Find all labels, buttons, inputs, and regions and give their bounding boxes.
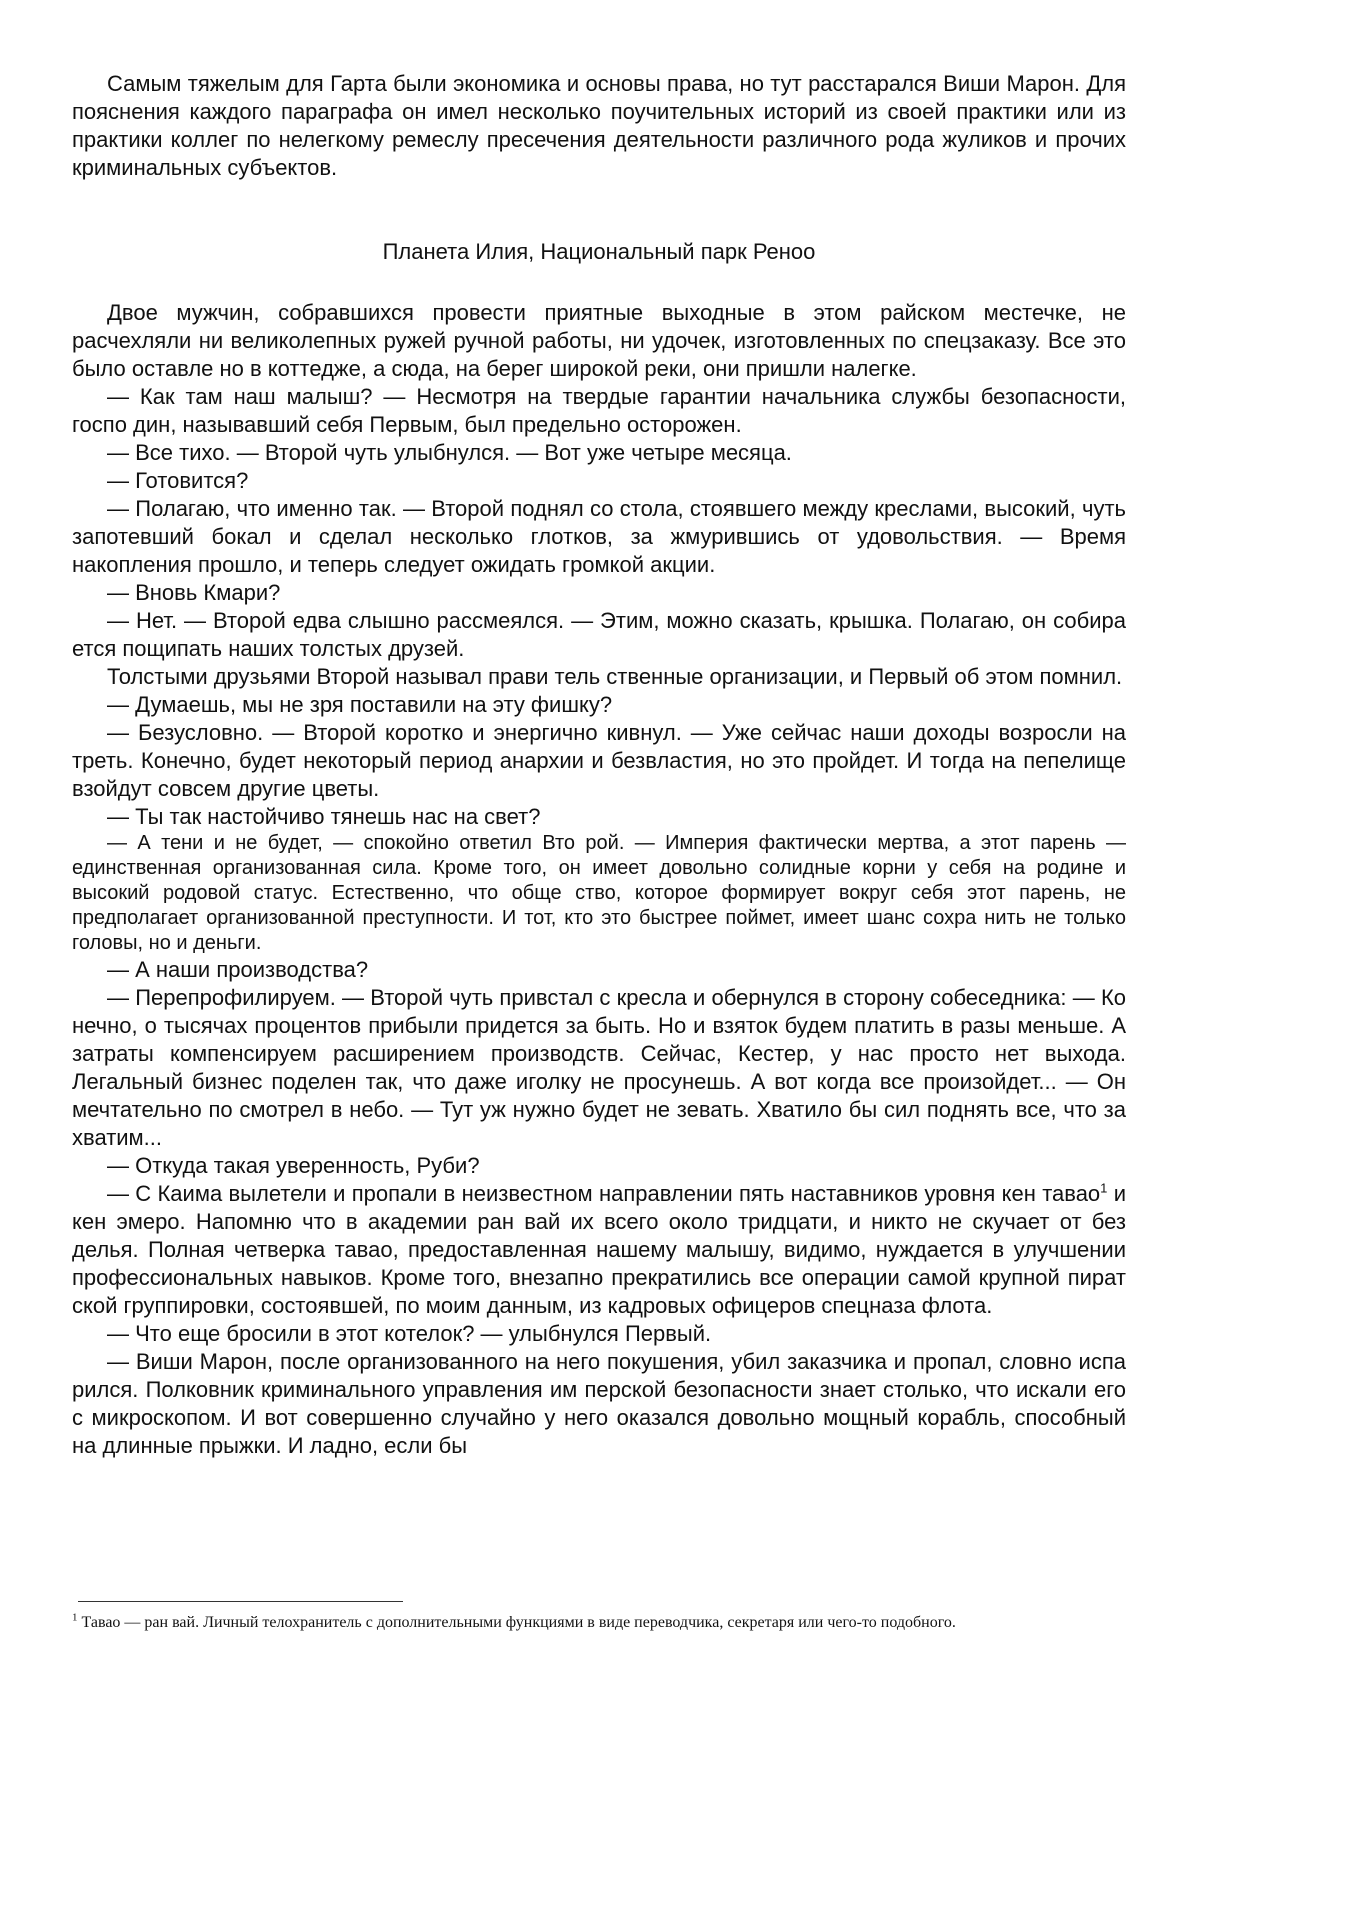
dialogue-line-3: — Готовится? <box>107 468 249 493</box>
section-title: Планета Илия, Национальный парк Реноо <box>382 239 816 264</box>
opening-paragraph: Самым тяжелым для Гарта были экономика и основы права, но тут расстарался Виши Марон. Для пояснения каждого параграфа он имел несколько поучительных историй из своей практики или из практики коллег по нелегкому ремеслу пресечения деятельности различного рода жуликов и прочих криминальных субъектов. <box>72 71 1126 180</box>
dialogue-line-14: — Что еще бросили в этот котелок? — улыбнулся Первый. <box>107 1321 712 1346</box>
dialogue-line-4: — Полагаю, что именно так. — Второй поднял со стола, стоявшего между креслами, высокий, чуть запотевший бокал и сделал несколько глотков, за жмурившись от удовольствия. — Время накопления прошло, и теперь следует ожидать громкой акции. <box>72 496 1126 577</box>
dialogue-line-5: — Вновь Кмари? <box>107 580 281 605</box>
footnote <box>72 1612 1126 1634</box>
dialogue-line-kaim <box>72 1180 1126 1320</box>
page-content <box>72 70 1126 1460</box>
dialogue-line-12: — Перепрофилируем. — Второй чуть привстал с кресла и обернулся в сторону собеседника: — Ко нечно, о тысячах процентов прибыли придется за быть. Но и взяток будем платить в разы меньше. А затраты компенсируем расширением производств. Сейчас, Кестер, у нас просто нет выхода. Легальный бизнес поделен так, что даже иголку не просунешь. А вот когда все произойдет... — Он мечтательно по смотрел в небо. — Тут уж нужно будет не зевать. Хватило бы сил поднять все, что за хватим... <box>72 985 1126 1150</box>
body-paragraph-1: Двое мужчин, собравшихся провести приятные выходные в этом райском местечке, не расчехляли ни великолепных ружей ручной работы, ни удочек, изготовленных по спецзаказу. Все это было оставле но в коттедже, а сюда, на берег широкой реки, они пришли налегке. <box>72 300 1126 381</box>
footnote-reference[interactable]: 1 <box>1100 1180 1108 1196</box>
footnote-marker: 1 <box>72 1611 78 1624</box>
dialogue-line-11: — А наши производства? <box>107 957 369 982</box>
dialogue-line-13: — Откуда такая уверенность, Руби? <box>107 1153 480 1178</box>
dialogue-line-15: — Виши Марон, после организованного на него покушения, убил заказчика и пропал, словно испа рился. Полковник криминального управления им перской безопасности знает столько, что искали его с микроскопом. И вот совершенно случайно у него оказался довольно мощный корабль, способный на длинные прыжки. И ладно, если бы <box>72 1349 1126 1458</box>
dialogue-line-8: — Безусловно. — Второй коротко и энергично кивнул. — Уже сейчас наши доходы возросли на треть. Конечно, будет некоторый период анархии и безвластия, но это пройдет. И тогда на пепелище взойдут совсем другие цветы. <box>72 720 1126 801</box>
dialogue-line-10: — А тени и не будет, — спокойно ответил Вто рой. — Империя фактически мертва, а этот парень — единственная организованная сила. Кроме того, он имеет довольно солидные корни у себя на родине и высокий родовой статус. Естественно, что обще ство, которое формирует вокруг себя этот парень, не предполагает организованной преступности. И тот, кто это быстрее поймет, имеет шанс сохра нить не только головы, но и деньги. <box>72 832 1126 954</box>
dialogue-line-2: — Все тихо. — Второй чуть улыбнулся. — Вот уже четыре месяца. <box>107 440 792 465</box>
dialogue-line-7: — Думаешь, мы не зря поставили на эту фишку? <box>107 692 613 717</box>
kaim-text-before: — С Каима вылетели и пропали в неизвестном направлении пять наставников уровня кен тавао <box>107 1181 1101 1206</box>
footnote-divider <box>78 1601 403 1602</box>
dialogue-line-9: — Ты так настойчиво тянешь нас на свет? <box>107 804 541 829</box>
dialogue-line-1: — Как там наш малыш? — Несмотря на твердые гарантии начальника службы безопасности, госпо дин, называвший себя Первым, был предельно осторожен. <box>72 384 1126 437</box>
dialogue-line-6: — Нет. — Второй едва слышно рассмеялся. — Этим, можно сказать, крышка. Полагаю, он собира ется пощипать наших толстых друзей. <box>72 608 1126 661</box>
body-paragraph-2: Толстыми друзьями Второй называл прави тель ственные организации, и Первый об этом помнил. <box>107 664 1123 689</box>
kaim-text-after: и кен эмеро. Напомню что в академии ран вай их всего около тридцати, и никто не скучает от без делья. Полная четверка тавао, предоставленная нашему малышу, видимо, нуждается в улучшении профессиональных навыков. Кроме того, внезапно прекратились все операции самой крупной пират ской группировки, состоявшей, по моим данным, из кадровых офицеров спецназа флота. <box>72 1181 1126 1318</box>
footnote-text: Тавао — ран вай. Личный телохранитель с дополнительными функциями в виде переводчика, секретаря или чего-то подобного. <box>77 1614 956 1631</box>
